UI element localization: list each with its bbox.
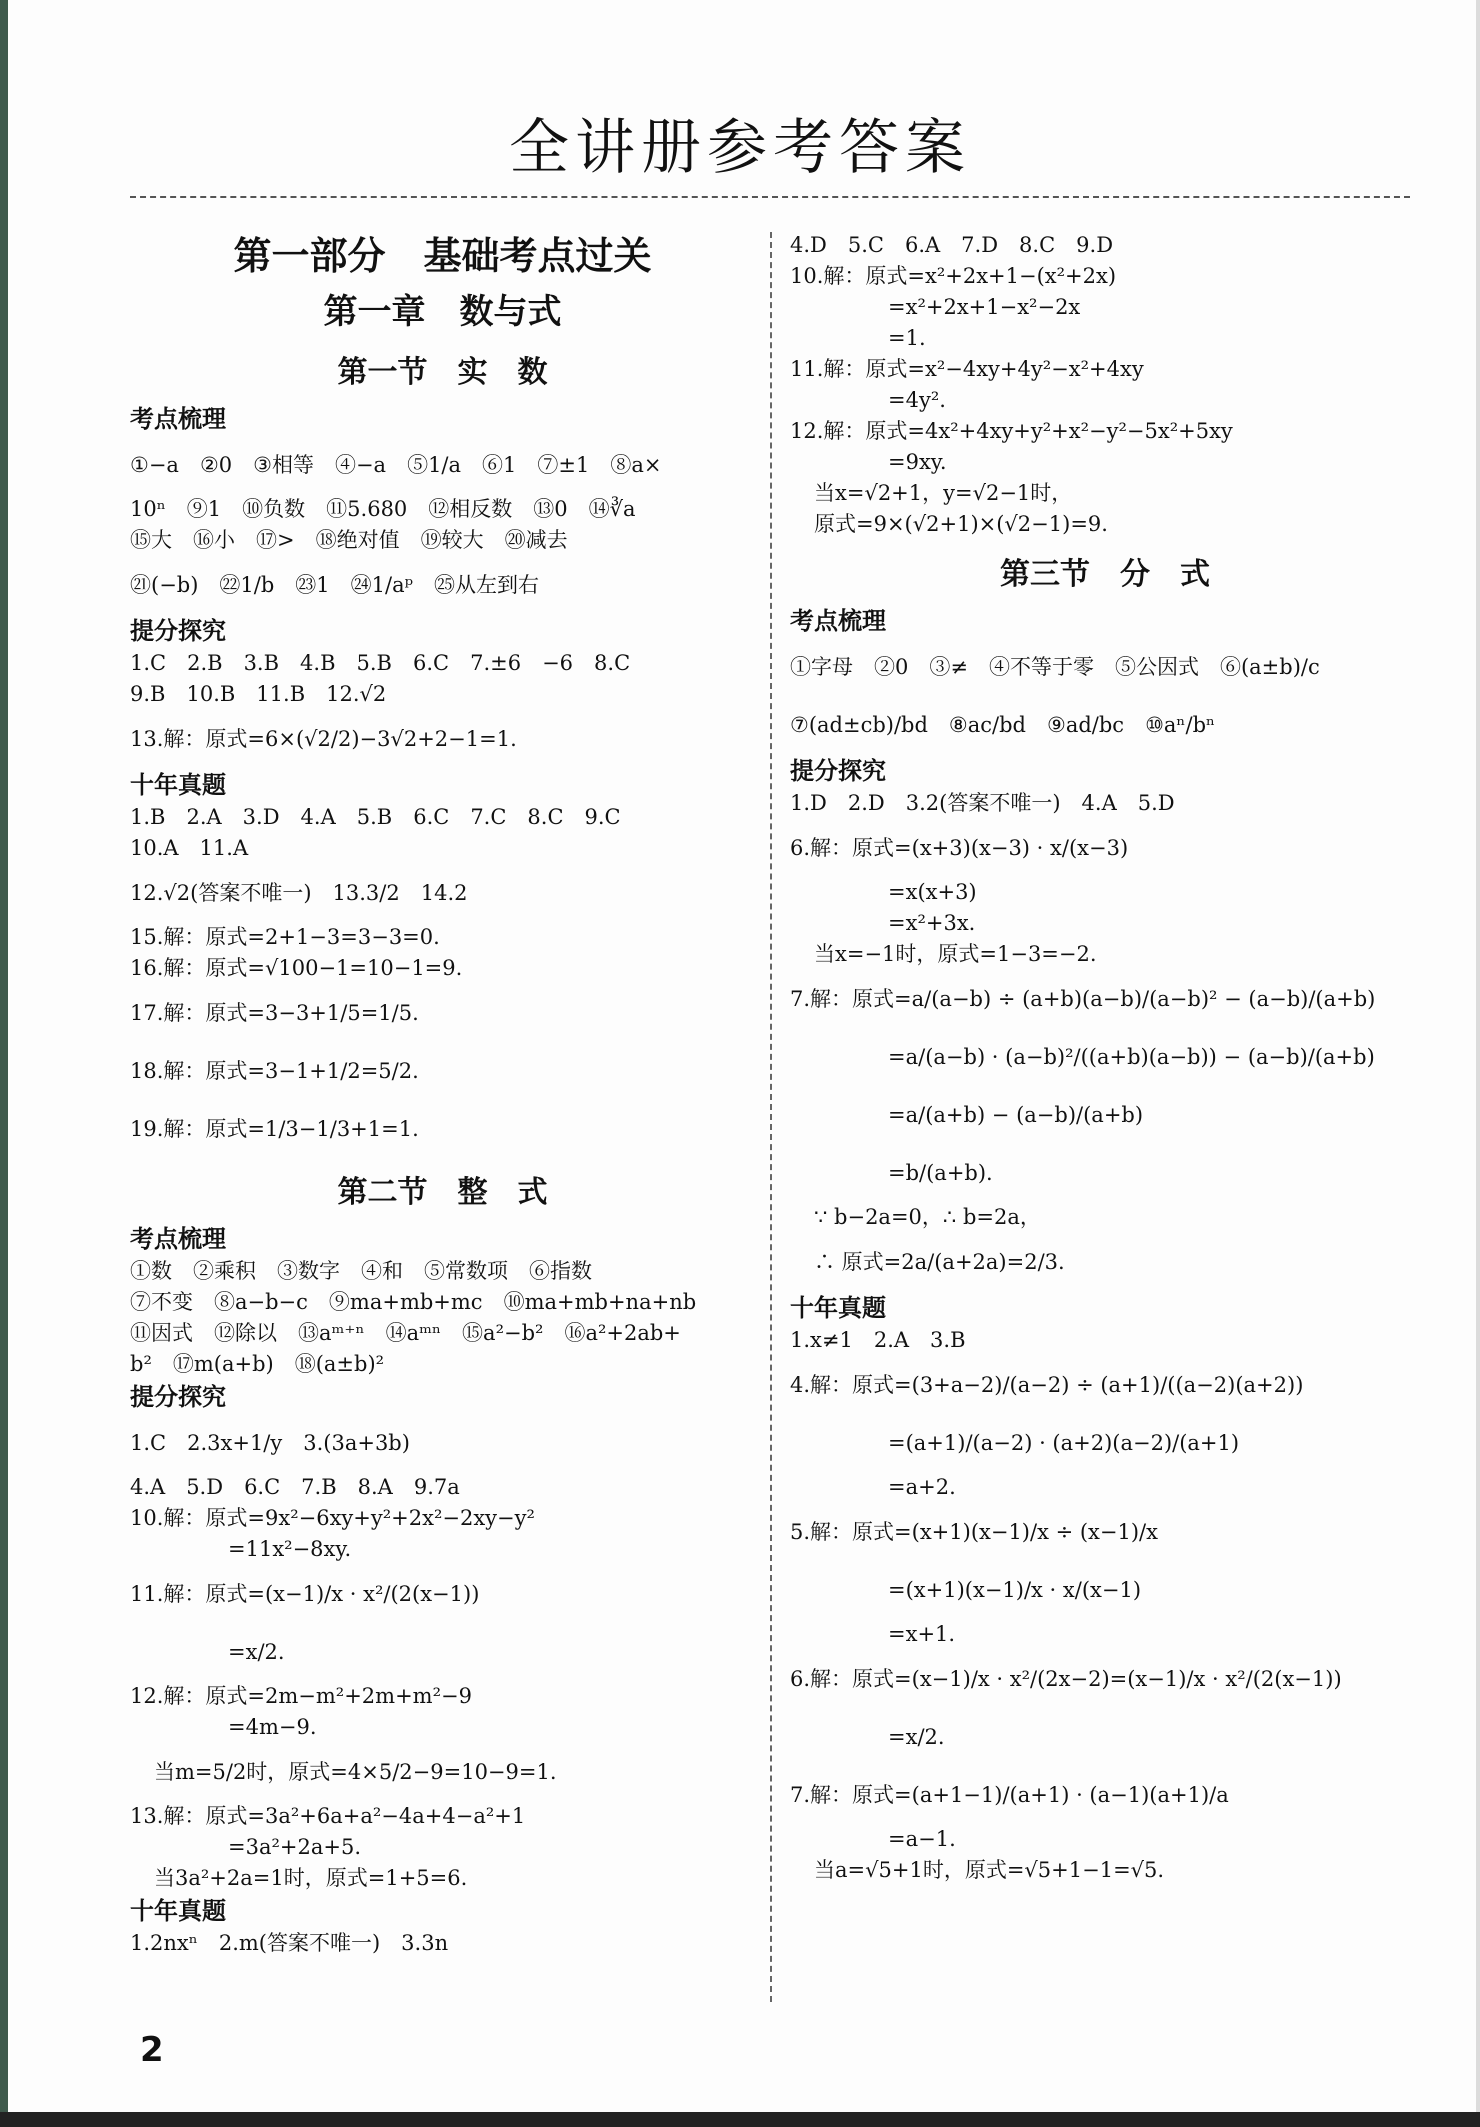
answer-line: ①字母 ②0 ③≠ ④不等于零 ⑤公因式 ⑥(a±b)/c bbox=[790, 655, 1320, 679]
answer-line: 5.解：原式=(x+1)(x−1)/x ÷ (x−1)/x bbox=[790, 1520, 1158, 1544]
right-column bbox=[790, 230, 1420, 1886]
answer-line: ∵ b−2a=0，∴ b=2a， bbox=[814, 1205, 1041, 1229]
answer-line: ①−a ②0 ③相等 ④−a ⑤1/a ⑥1 ⑦±1 ⑧a× bbox=[130, 453, 662, 477]
section-title-1: 第一节 实 数 bbox=[337, 355, 548, 390]
page-number: 2 bbox=[140, 2030, 164, 2070]
page-right-edge bbox=[1476, 0, 1480, 2127]
answer-line: 原式=9×(√2+1)×(√2−1)=9. bbox=[814, 512, 1108, 536]
title-divider bbox=[130, 196, 1410, 198]
answer-line: ⑪因式 ⑫除以 ⑬aᵐ⁺ⁿ ⑭aᵐⁿ ⑮a²−b² ⑯a²+2ab+ bbox=[130, 1321, 681, 1345]
answer-line: 12.解：原式=2m−m²+2m+m²−9 bbox=[130, 1684, 472, 1708]
answer-line: 15.解：原式=2+1−3=3−3=0. bbox=[130, 925, 440, 949]
subheading-kaodian-3: 考点梳理 bbox=[790, 607, 886, 635]
subheading-shinian-2: 十年真题 bbox=[130, 1897, 226, 1925]
answer-line: 7.解：原式=a/(a−b) ÷ (a+b)(a−b)/(a−b)² − (a−b)/(a+b) bbox=[790, 987, 1376, 1011]
answer-line: 10.A 11.A bbox=[130, 836, 249, 860]
answer-line: =x²+2x+1−x²−2x bbox=[888, 295, 1081, 319]
answer-line: =11x²−8xy. bbox=[228, 1537, 352, 1561]
chapter-title: 第一章 数与式 bbox=[323, 292, 562, 332]
answer-line: 1.B 2.A 3.D 4.A 5.B 6.C 7.C 8.C 9.C bbox=[130, 805, 621, 829]
answer-line: 12.√2(答案不唯一) 13.3/2 14.2 bbox=[130, 881, 468, 905]
answer-line: =x+1. bbox=[888, 1622, 956, 1646]
answer-line: 6.解：原式=(x+3)(x−3) · x/(x−3) bbox=[790, 836, 1129, 860]
section-title-2: 第二节 整 式 bbox=[337, 1175, 548, 1210]
subheading-tifen-3: 提分探究 bbox=[790, 757, 886, 785]
answer-line: 17.解：原式=3−3+1/5=1/5. bbox=[130, 1001, 419, 1025]
answer-line: 1.C 2.3x+1/y 3.(3a+3b) bbox=[130, 1431, 410, 1455]
answer-line: =(x+1)(x−1)/x · x/(x−1) bbox=[888, 1578, 1142, 1602]
answer-line: =3a²+2a+5. bbox=[228, 1835, 362, 1859]
answer-line: 4.解：原式=(3+a−2)/(a−2) ÷ (a+1)/((a−2)(a+2)) bbox=[790, 1373, 1304, 1397]
answer-line: 11.解：原式=(x−1)/x · x²/(2(x−1)) bbox=[130, 1582, 480, 1606]
answer-line: 13.解：原式=3a²+6a+a²−4a+4−a²+1 bbox=[130, 1804, 526, 1828]
part-title: 第一部分 基础考点过关 bbox=[233, 234, 652, 278]
subheading-tifen-1: 提分探究 bbox=[130, 617, 226, 645]
subheading-shinian-1: 十年真题 bbox=[130, 771, 226, 799]
subheading-shinian-3: 十年真题 bbox=[790, 1294, 886, 1322]
answer-line: 当3a²+2a=1时，原式=1+5=6. bbox=[154, 1866, 468, 1890]
answer-line: 4.A 5.D 6.C 7.B 8.A 9.7a bbox=[130, 1475, 460, 1499]
answer-line: =a−1. bbox=[888, 1827, 956, 1851]
answer-line: 当a=√5+1时，原式=√5+1−1=√5. bbox=[814, 1858, 1165, 1882]
answer-line: =x(x+3) bbox=[888, 880, 977, 904]
answer-line: =4m−9. bbox=[228, 1715, 317, 1739]
answer-line: 18.解：原式=3−1+1/2=5/2. bbox=[130, 1059, 419, 1083]
answer-line: 1.x≠1 2.A 3.B bbox=[790, 1328, 966, 1352]
left-column bbox=[130, 230, 755, 1959]
answer-line: =9xy. bbox=[888, 450, 947, 474]
answer-line: 7.解：原式=(a+1−1)/(a+1) · (a−1)(a+1)/a bbox=[790, 1783, 1229, 1807]
answer-line: =4y². bbox=[888, 388, 946, 412]
answer-line: 9.B 10.B 11.B 12.√2 bbox=[130, 682, 387, 706]
answer-line: ⑦不变 ⑧a−b−c ⑨ma+mb+mc ⑩ma+mb+na+nb bbox=[130, 1290, 697, 1314]
answer-line: 11.解：原式=x²−4xy+4y²−x²+4xy bbox=[790, 357, 1144, 381]
answer-line: 当x=−1时，原式=1−3=−2. bbox=[814, 942, 1097, 966]
answer-line: =a+2. bbox=[888, 1475, 956, 1499]
subheading-tifen-2: 提分探究 bbox=[130, 1383, 226, 1411]
answer-line: =a/(a−b) · (a−b)²/((a+b)(a−b)) − (a−b)/(a+b) bbox=[888, 1045, 1375, 1069]
answer-line: 当m=5/2时，原式=4×5/2−9=10−9=1. bbox=[154, 1760, 557, 1784]
answer-line: 4.D 5.C 6.A 7.D 8.C 9.D bbox=[790, 233, 1114, 257]
page-bottom-edge bbox=[0, 2112, 1480, 2127]
answer-line: 1.C 2.B 3.B 4.B 5.B 6.C 7.±6 −6 8.C bbox=[130, 651, 631, 675]
answer-line: =(a+1)/(a−2) · (a+2)(a−2)/(a+1) bbox=[888, 1431, 1240, 1455]
answer-line: =1. bbox=[888, 326, 926, 350]
answer-line: 当x=√2+1，y=√2−1时， bbox=[814, 481, 1073, 505]
column-divider bbox=[770, 232, 772, 2002]
answer-line: b² ⑰m(a+b) ⑱(a±b)² bbox=[130, 1352, 385, 1376]
answer-line: 1.2nxⁿ 2.m(答案不唯一) 3.3n bbox=[130, 1931, 449, 1955]
answer-line: 10.解：原式=x²+2x+1−(x²+2x) bbox=[790, 264, 1117, 288]
answer-line: 12.解：原式=4x²+4xy+y²+x²−y²−5x²+5xy bbox=[790, 419, 1233, 443]
answer-line: 16.解：原式=√100−1=10−1=9. bbox=[130, 956, 463, 980]
answer-line: =a/(a+b) − (a−b)/(a+b) bbox=[888, 1103, 1144, 1127]
answer-line: 13.解：原式=6×(√2/2)−3√2+2−1=1. bbox=[130, 727, 517, 751]
answer-line: =x²+3x. bbox=[888, 911, 976, 935]
subheading-kaodian-2: 考点梳理 bbox=[130, 1225, 226, 1253]
answer-line: 10ⁿ ⑨1 ⑩负数 ⑪5.680 ⑫相反数 ⑬0 ⑭∛a bbox=[130, 497, 636, 521]
page-title: 全讲册参考答案 bbox=[509, 113, 971, 183]
answer-line: ①数 ②乘积 ③数字 ④和 ⑤常数项 ⑥指数 bbox=[130, 1259, 592, 1283]
subheading-kaodian-1: 考点梳理 bbox=[130, 405, 226, 433]
answer-line: =x/2. bbox=[888, 1725, 945, 1749]
answer-line: ㉑(−b) ㉒1/b ㉓1 ㉔1/aᵖ ㉕从左到右 bbox=[130, 573, 540, 597]
answer-line: 1.D 2.D 3.2(答案不唯一) 4.A 5.D bbox=[790, 791, 1175, 815]
answer-line: =x/2. bbox=[228, 1640, 285, 1664]
answer-line: ∴ 原式=2a/(a+2a)=2/3. bbox=[814, 1250, 1065, 1274]
answer-line: ⑮大 ⑯小 ⑰> ⑱绝对值 ⑲较大 ⑳减去 bbox=[130, 528, 568, 552]
answer-line: 6.解：原式=(x−1)/x · x²/(2x−2)=(x−1)/x · x²/(2(x−1)) bbox=[790, 1667, 1342, 1691]
answer-line: ⑦(ad±cb)/bd ⑧ac/bd ⑨ad/bc ⑩aⁿ/bⁿ bbox=[790, 713, 1216, 737]
answer-line: 19.解：原式=1/3−1/3+1=1. bbox=[130, 1117, 419, 1141]
book-spine-edge bbox=[0, 0, 8, 2127]
section-title-3: 第三节 分 式 bbox=[1000, 557, 1210, 592]
answer-line: 10.解：原式=9x²−6xy+y²+2x²−2xy−y² bbox=[130, 1506, 535, 1530]
answer-line: =b/(a+b). bbox=[888, 1161, 993, 1185]
